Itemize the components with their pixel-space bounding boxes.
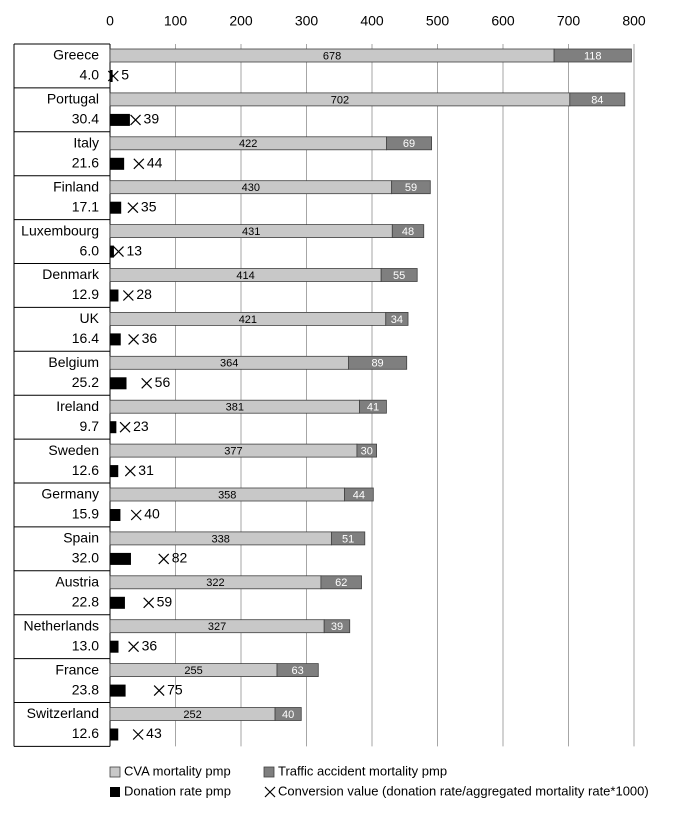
donation-bar — [110, 729, 118, 741]
country-label: France — [55, 661, 99, 678]
conversion-marker — [114, 247, 124, 257]
donation-rate-label: 23.8 — [71, 681, 99, 698]
donation-rate-label: 15.9 — [71, 505, 99, 522]
conversion-value-label: 36 — [141, 637, 158, 654]
cva-value-label: 255 — [184, 665, 203, 678]
donation-rate-label: 12.6 — [71, 725, 99, 742]
conversion-marker — [129, 334, 139, 344]
donation-rate-label: 12.9 — [71, 286, 99, 303]
traffic-value-label: 69 — [402, 138, 416, 151]
donation-bar — [110, 333, 121, 345]
country-label: Finland — [53, 178, 99, 195]
country-label: Italy — [73, 134, 99, 151]
donation-bar — [110, 421, 116, 433]
donation-rate-label: 9.7 — [79, 417, 99, 434]
conversion-marker — [125, 466, 135, 476]
conversion-marker — [142, 378, 152, 388]
x-tick-label: 600 — [491, 12, 515, 29]
country-label: UK — [79, 310, 99, 327]
conversion-marker — [154, 686, 164, 696]
donation-bar — [110, 553, 131, 565]
country-label: Luxembourg — [21, 222, 99, 239]
conversion-marker — [133, 730, 143, 740]
legend-marker-conversion — [265, 787, 275, 797]
country-label: Switzerland — [26, 705, 99, 722]
conversion-value-label: 36 — [141, 330, 158, 347]
conversion-value-label: 59 — [156, 593, 173, 610]
donation-bar — [110, 70, 113, 82]
cva-value-label: 414 — [236, 269, 255, 282]
legend-swatch-donation — [110, 787, 120, 797]
donation-bar — [110, 465, 118, 477]
conversion-value-label: 35 — [140, 198, 157, 215]
country-label: Sweden — [48, 441, 99, 458]
donation-bar — [110, 158, 124, 170]
conversion-marker — [129, 642, 139, 652]
conversion-value-label: 5 — [121, 66, 130, 83]
traffic-value-label: 51 — [341, 533, 355, 546]
conversion-value-label: 82 — [171, 549, 188, 566]
cva-value-label: 422 — [239, 138, 258, 151]
x-tick-label: 800 — [622, 12, 646, 29]
traffic-value-label: 48 — [401, 226, 415, 239]
conversion-value-label: 40 — [144, 505, 160, 522]
cva-value-label: 364 — [220, 357, 239, 370]
country-label: Austria — [55, 573, 99, 590]
traffic-value-label: 34 — [390, 313, 404, 326]
donation-bar — [110, 685, 126, 697]
conversion-value-label: 28 — [136, 286, 152, 303]
cva-value-label: 327 — [207, 621, 227, 634]
legend-label-donation: Donation rate pmp — [124, 783, 231, 799]
donation-bar — [110, 202, 121, 214]
traffic-value-label: 89 — [371, 357, 384, 370]
x-tick-label: 200 — [229, 12, 253, 29]
traffic-value-label: 55 — [393, 269, 406, 282]
donation-bar — [110, 246, 114, 258]
donation-rate-label: 13.0 — [71, 637, 99, 654]
country-label: Portugal — [46, 90, 99, 107]
donation-rate-label: 21.6 — [71, 154, 99, 171]
donation-rate-label: 25.2 — [71, 374, 99, 391]
category-rows — [14, 44, 110, 746]
conversion-marker — [144, 598, 154, 608]
cva-value-label: 678 — [322, 50, 342, 63]
donation-bar — [110, 377, 127, 389]
traffic-value-label: 63 — [291, 665, 304, 678]
legend-label-traffic: Traffic accident mortality pmp — [278, 763, 448, 779]
cva-value-label: 431 — [241, 226, 261, 239]
legend — [110, 763, 649, 798]
conversion-marker — [131, 510, 141, 520]
legend-swatch-cva — [110, 767, 120, 777]
traffic-value-label: 30 — [360, 445, 373, 458]
conversion-value-label: 31 — [138, 461, 154, 478]
donation-rate-label: 6.0 — [79, 242, 99, 259]
donation-rate-label: 32.0 — [71, 549, 99, 566]
conversion-marker — [128, 203, 138, 213]
x-tick-label: 700 — [556, 12, 581, 29]
cva-value-label: 252 — [183, 708, 202, 721]
conversion-marker — [131, 115, 141, 125]
traffic-value-label: 118 — [583, 50, 602, 63]
donation-bar — [110, 290, 118, 302]
conversion-value-label: 23 — [133, 417, 149, 434]
conversion-marker — [120, 422, 130, 432]
traffic-value-label: 44 — [352, 489, 366, 502]
x-tick-label: 100 — [163, 12, 188, 29]
donation-rate-label: 30.4 — [71, 110, 99, 127]
donation-bar — [110, 509, 120, 521]
traffic-value-label: 84 — [591, 94, 604, 107]
country-label: Greece — [53, 46, 99, 63]
conversion-value-label: 56 — [154, 374, 171, 391]
donation-rate-label: 17.1 — [71, 198, 99, 215]
x-tick-label: 500 — [425, 12, 450, 29]
conversion-value-label: 39 — [143, 110, 160, 127]
donation-rate-label: 22.8 — [71, 593, 99, 610]
cva-value-label: 430 — [241, 182, 261, 195]
country-label: Netherlands — [23, 617, 99, 634]
conversion-value-label: 13 — [126, 242, 143, 259]
country-label: Denmark — [42, 266, 99, 283]
conversion-value-label: 75 — [167, 681, 183, 698]
legend-swatch-traffic — [264, 767, 274, 777]
cva-value-label: 377 — [224, 445, 243, 458]
conversion-value-label: 43 — [146, 725, 162, 742]
cva-value-label: 421 — [238, 313, 258, 326]
traffic-value-label: 40 — [282, 708, 295, 721]
traffic-value-label: 39 — [330, 621, 344, 634]
donation-bar — [110, 597, 125, 609]
cva-value-label: 358 — [218, 489, 237, 502]
x-axis-ticks — [106, 13, 646, 29]
cva-value-label: 702 — [330, 94, 350, 107]
legend-label-cva: CVA mortality pmp — [124, 763, 231, 779]
traffic-value-label: 62 — [335, 577, 348, 590]
cva-value-label: 338 — [211, 533, 230, 546]
country-label: Ireland — [56, 397, 99, 414]
country-label: Germany — [41, 485, 99, 502]
donation-bar — [110, 114, 130, 126]
conversion-marker — [134, 159, 144, 169]
traffic-value-label: 41 — [366, 401, 380, 414]
chart-marks — [108, 49, 631, 741]
x-tick-label: 300 — [294, 12, 319, 29]
conversion-marker — [123, 291, 133, 301]
legend-label-conversion: Conversion value (donation rate/aggregated mortality rate*1000) — [278, 783, 649, 799]
donation-bar — [110, 641, 119, 653]
donation-rate-label: 4.0 — [79, 66, 99, 83]
country-label: Spain — [63, 529, 99, 546]
cva-value-label: 381 — [225, 401, 244, 414]
traffic-value-label: 59 — [404, 182, 418, 195]
x-tick-label: 400 — [360, 12, 384, 29]
donation-rate-label: 16.4 — [71, 330, 99, 347]
country-label: Belgium — [48, 354, 99, 371]
x-tick-label: 0 — [106, 12, 114, 29]
conversion-marker — [159, 554, 169, 564]
conversion-value-label: 44 — [146, 154, 163, 171]
cva-value-label: 322 — [206, 577, 225, 590]
donation-rate-label: 12.6 — [71, 461, 99, 478]
